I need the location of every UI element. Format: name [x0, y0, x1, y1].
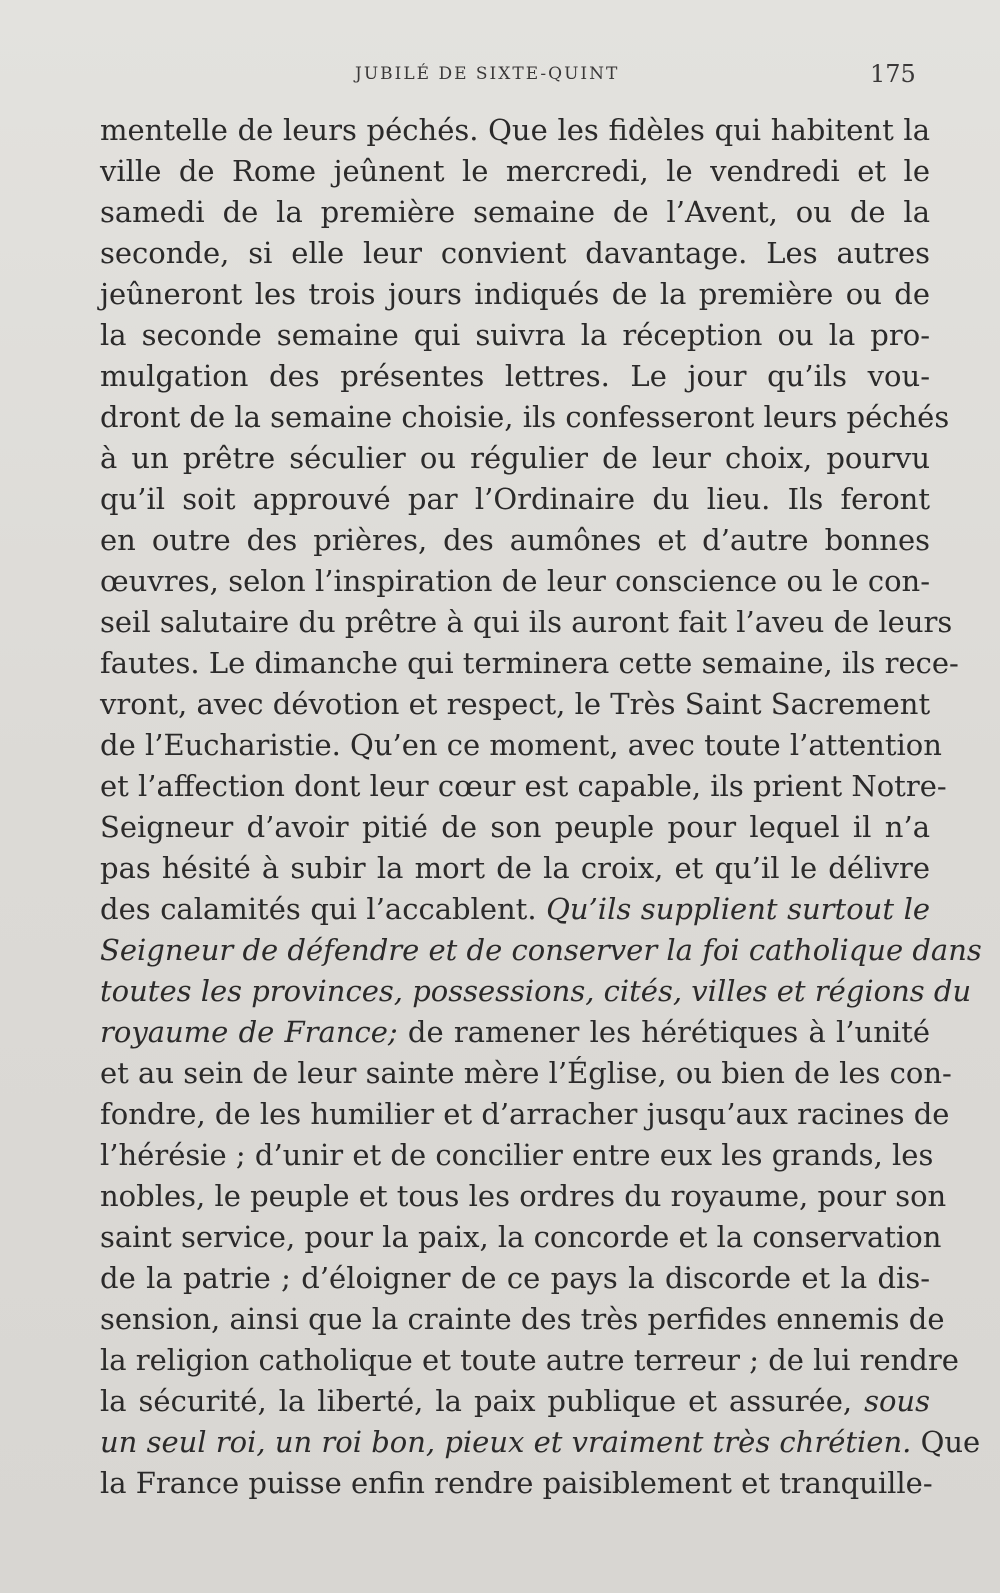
- text-segment: la seconde semaine qui suivra la réception ou la pro-: [100, 318, 930, 352]
- text-line: [100, 1463, 933, 1504]
- text-segment: mulgation des présentes lettres. Le jour qu’ils vou-: [100, 359, 930, 393]
- text-line: [100, 1299, 945, 1340]
- text-line: [100, 684, 930, 725]
- body-text: [100, 110, 982, 1504]
- text-line: [100, 602, 953, 643]
- text-segment: sension, ainsi que la crainte des très perfides ennemis de: [100, 1302, 945, 1336]
- text-segment: Que: [911, 1425, 981, 1459]
- text-line: [100, 438, 930, 479]
- text-line: [100, 479, 930, 520]
- text-line: [100, 315, 930, 356]
- text-line: [100, 643, 959, 684]
- text-segment: la sécurité, la liberté, la paix publique et assurée,: [100, 1384, 865, 1418]
- text-segment: de la patrie ; d’éloigner de ce pays la discorde et la dis-: [100, 1261, 930, 1295]
- text-segment: pas hésité à subir la mort de la croix, et qu’il le délivre: [100, 851, 930, 885]
- text-line: [100, 1135, 934, 1176]
- text-line: [100, 110, 930, 151]
- text-segment: Seigneur d’avoir pitié de son peuple pour lequel il n’a: [100, 810, 930, 844]
- text-line: [100, 971, 972, 1012]
- text-segment: en outre des prières, des aumônes et d’autre bonnes: [100, 523, 930, 557]
- text-line: [100, 1053, 952, 1094]
- text-line: [100, 1094, 950, 1135]
- text-line: [100, 1381, 930, 1422]
- text-line: [100, 1340, 959, 1381]
- text-line: [100, 151, 930, 192]
- text-segment: samedi de la première semaine de l’Avent, ou de la: [100, 195, 930, 229]
- text-line: [100, 397, 950, 438]
- text-line: [100, 1176, 947, 1217]
- page-number: 175: [870, 60, 916, 88]
- text-segment: nobles, le peuple et tous les ordres du royaume, pour son: [100, 1179, 947, 1213]
- text-segment: seil salutaire du prêtre à qui ils auront fait l’aveu de leurs: [100, 605, 953, 639]
- running-head: [0, 60, 1000, 100]
- text-segment: la France puisse enfin rendre paisiblement et tranquille-: [100, 1466, 933, 1500]
- text-line: [100, 356, 930, 397]
- text-segment: dront de la semaine choisie, ils confesseront leurs péchés: [100, 400, 950, 434]
- text-line: [100, 1258, 930, 1299]
- text-line: [100, 848, 930, 889]
- italic-text-segment: un seul roi, un roi bon, pieux et vraiment très chrétien.: [100, 1425, 912, 1459]
- text-segment: de ramener les hérétiques à l’unité: [397, 1015, 930, 1049]
- text-line: [100, 520, 930, 561]
- italic-text-segment: Seigneur de défendre et de conserver la foi catholique dans: [100, 933, 982, 967]
- text-segment: saint service, pour la paix, la concorde et la conservation: [100, 1220, 942, 1254]
- text-line: [100, 930, 982, 971]
- text-segment: vront, avec dévotion et respect, le Très Saint Sacrement: [100, 687, 931, 721]
- text-segment: œuvres, selon l’inspiration de leur conscience ou le con-: [100, 564, 930, 598]
- text-segment: et au sein de leur sainte mère l’Église, ou bien de les con-: [100, 1056, 952, 1090]
- italic-text-segment: sous: [864, 1384, 930, 1418]
- text-line: [100, 1422, 981, 1463]
- running-head-title: JUBILÉ DE SIXTE-QUINT: [355, 64, 620, 84]
- text-line: [100, 725, 942, 766]
- text-line: [100, 233, 930, 274]
- text-segment: l’hérésie ; d’unir et de concilier entre eux les grands, les: [100, 1138, 934, 1172]
- text-line: [100, 1217, 942, 1258]
- text-line: [100, 274, 930, 315]
- text-line: [100, 889, 930, 930]
- text-segment: de l’Eucharistie. Qu’en ce moment, avec toute l’attention: [100, 728, 942, 762]
- text-segment: mentelle de leurs péchés. Que les fidèles qui habitent la: [100, 113, 930, 147]
- text-line: [100, 766, 947, 807]
- text-segment: seconde, si elle leur convient davantage. Les autres: [100, 236, 930, 270]
- italic-text-segment: toutes les provinces, possessions, cités, villes et régions du: [100, 974, 972, 1008]
- italic-text-segment: Qu’ils supplient surtout le: [546, 892, 931, 926]
- text-segment: à un prêtre séculier ou régulier de leur choix, pourvu: [100, 441, 930, 475]
- text-segment: fondre, de les humilier et d’arracher jusqu’aux racines de: [100, 1097, 950, 1131]
- text-line: [100, 192, 930, 233]
- text-segment: et l’affection dont leur cœur est capable, ils prient Notre-: [100, 769, 947, 803]
- text-line: [100, 807, 930, 848]
- text-line: [100, 561, 930, 602]
- text-line: [100, 1012, 930, 1053]
- text-segment: des calamités qui l’accablent.: [100, 892, 547, 926]
- text-segment: ville de Rome jeûnent le mercredi, le vendredi et le: [100, 154, 930, 188]
- text-segment: fautes. Le dimanche qui terminera cette semaine, ils rece-: [100, 646, 959, 680]
- text-segment: la religion catholique et toute autre terreur ; de lui rendre: [100, 1343, 959, 1377]
- text-segment: jeûneront les trois jours indiqués de la première ou de: [100, 277, 930, 311]
- italic-text-segment: royaume de France;: [100, 1015, 398, 1049]
- text-segment: qu’il soit approuvé par l’Ordinaire du lieu. Ils feront: [100, 482, 930, 516]
